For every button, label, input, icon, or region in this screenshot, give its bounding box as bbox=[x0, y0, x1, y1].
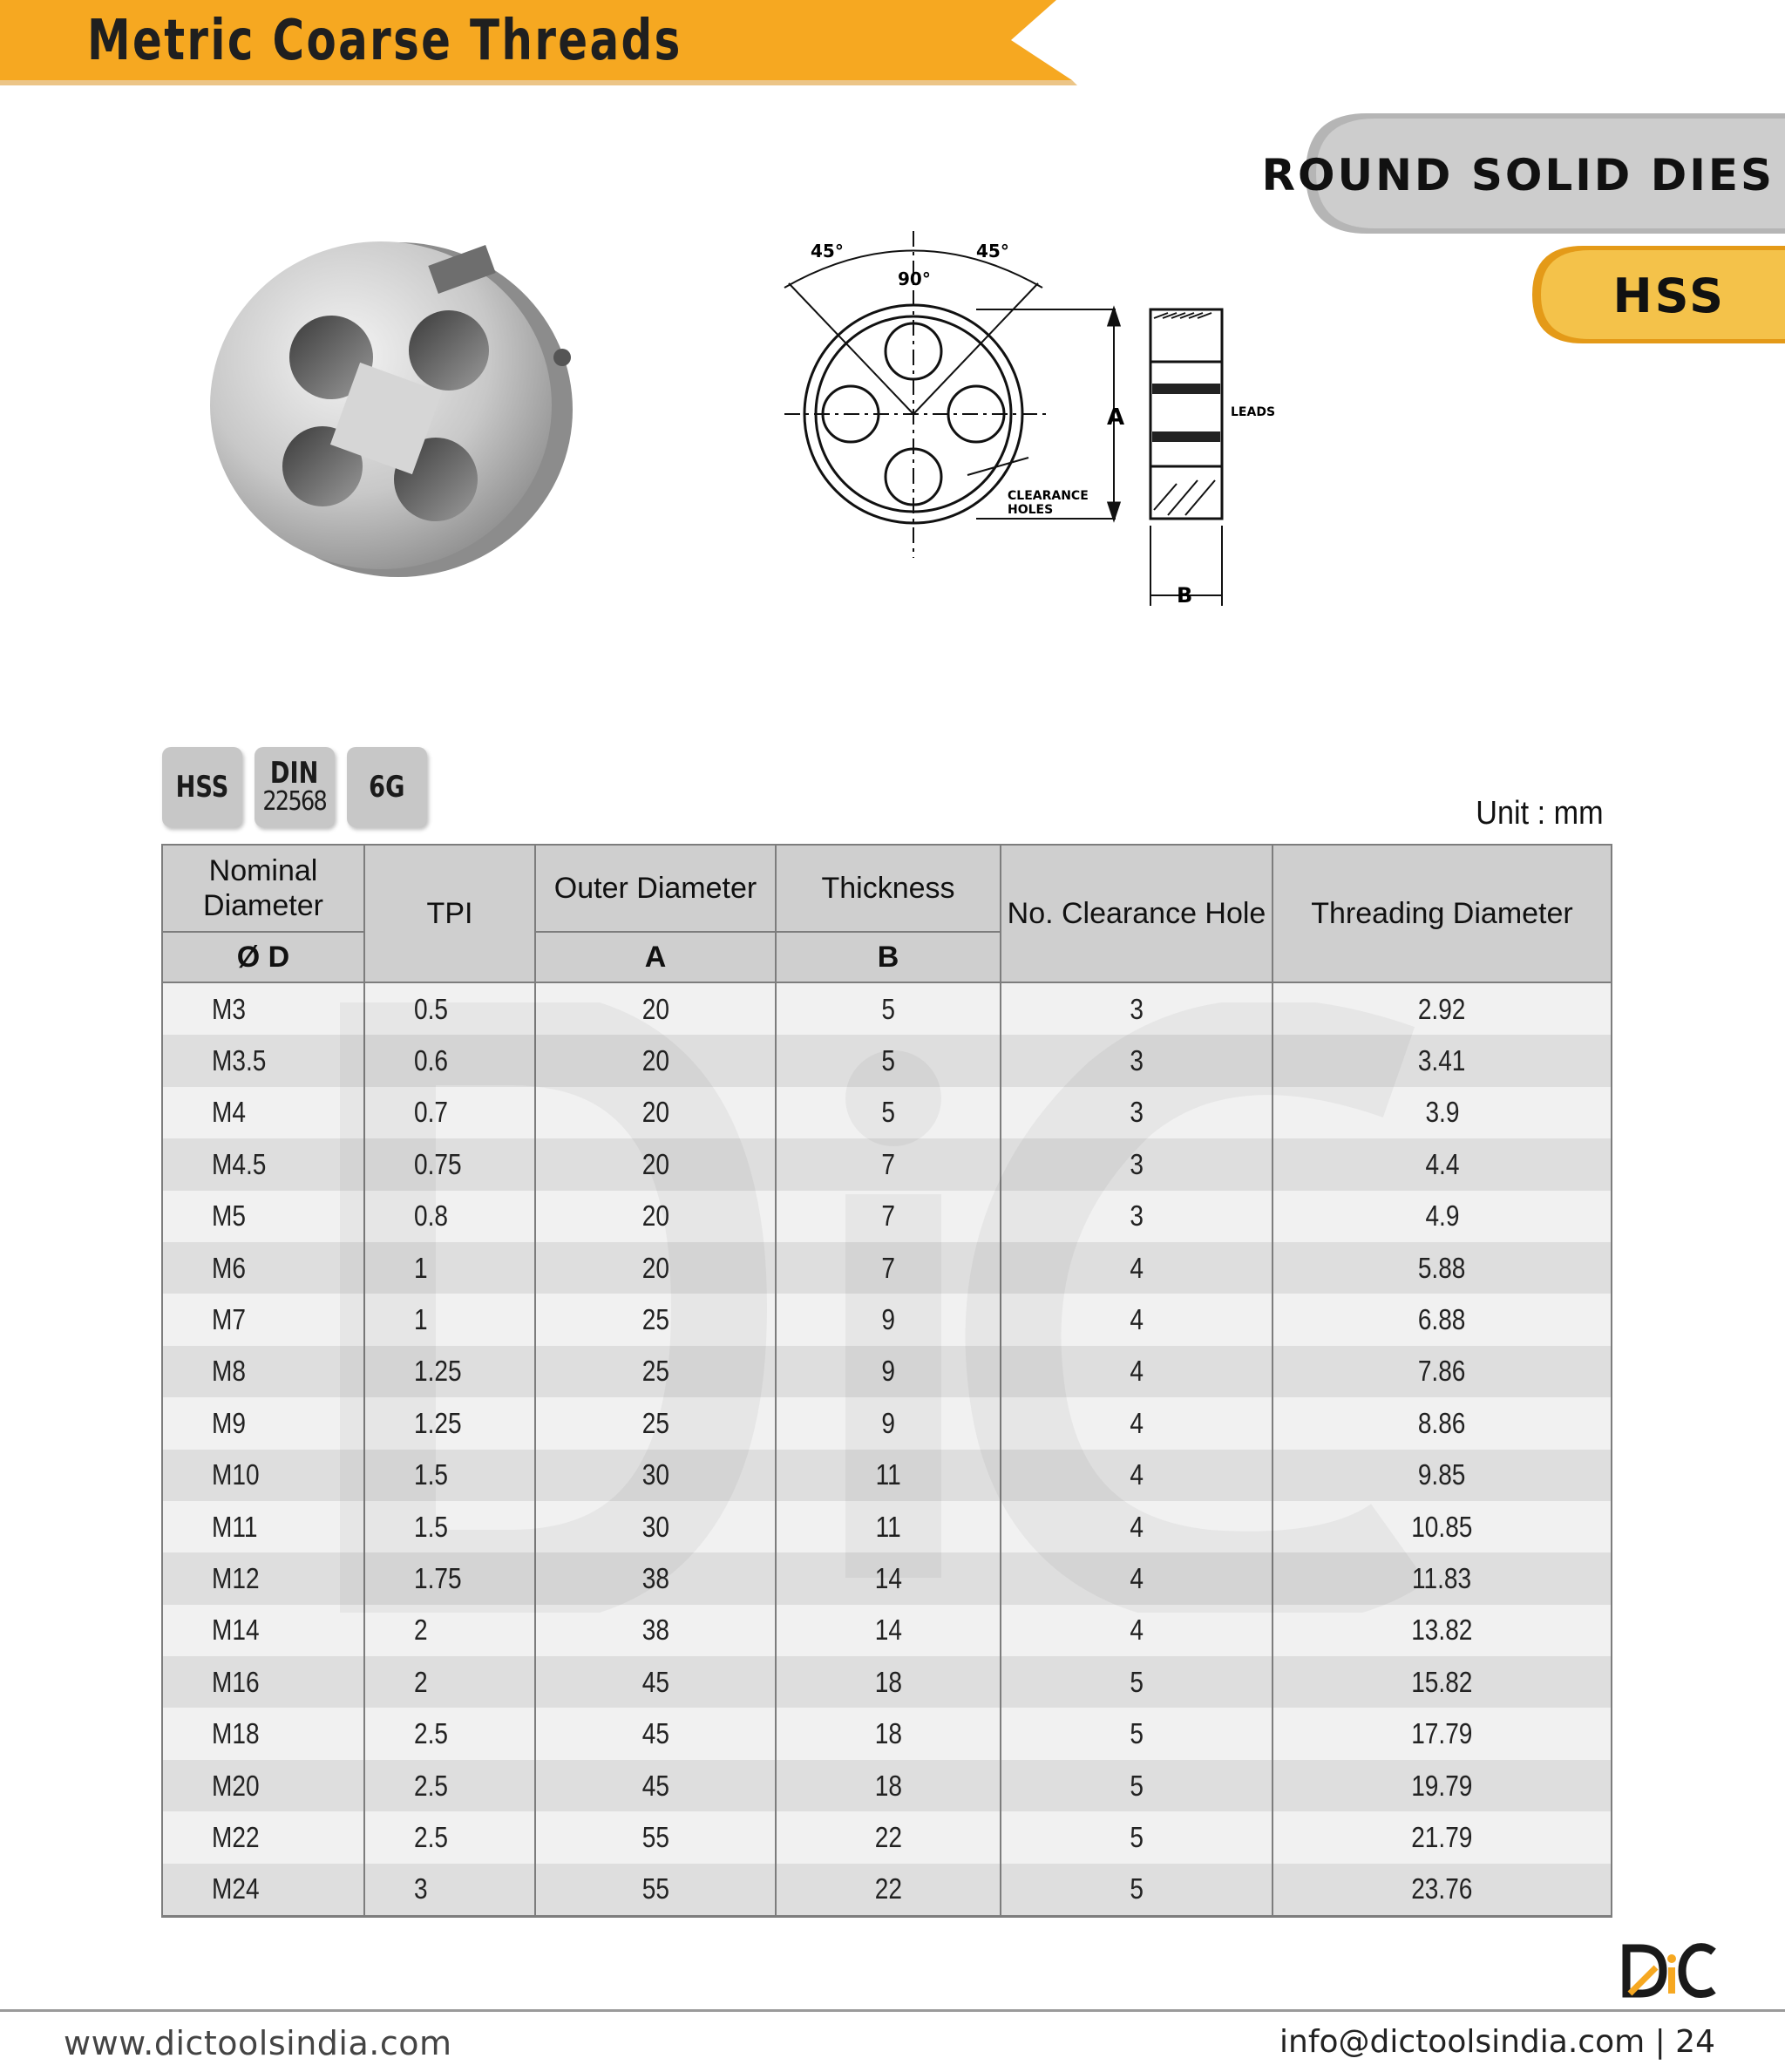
cell-tpi-value: 0.5 bbox=[414, 992, 448, 1025]
cell-threading-diameter-value: 15.82 bbox=[1411, 1665, 1473, 1698]
angle-left-label: 45° bbox=[811, 241, 844, 262]
cell-nominal-value: M4 bbox=[212, 1096, 246, 1129]
cell-nominal-value: M3.5 bbox=[212, 1044, 267, 1077]
cell-tpi-value: 2 bbox=[414, 1665, 428, 1698]
cell-nominal bbox=[162, 1501, 364, 1552]
cell-nominal bbox=[162, 1811, 364, 1863]
material-name: HSS bbox=[1612, 268, 1726, 323]
header-outer-symbol: A bbox=[535, 932, 776, 982]
cell-nominal bbox=[162, 1397, 364, 1449]
cell-nominal bbox=[162, 1294, 364, 1345]
badge-tolerance bbox=[347, 747, 427, 827]
cell-threading-diameter-value: 23.76 bbox=[1411, 1872, 1473, 1906]
cell-clearance-holes-value: 4 bbox=[1130, 1458, 1144, 1491]
cell-nominal bbox=[162, 1760, 364, 1811]
cell-outer-diameter bbox=[535, 1138, 776, 1190]
cell-tpi bbox=[364, 1656, 535, 1708]
cell-thickness-value: 5 bbox=[881, 1096, 895, 1129]
unit-label: Unit : mm bbox=[1476, 795, 1604, 832]
cell-threading-diameter bbox=[1273, 1346, 1612, 1397]
cell-outer-diameter-value: 30 bbox=[641, 1510, 669, 1543]
dimension-a-label: A bbox=[1107, 404, 1125, 431]
cell-outer-diameter bbox=[535, 1760, 776, 1811]
cell-clearance-holes bbox=[1001, 982, 1273, 1035]
cell-tpi bbox=[364, 1191, 535, 1242]
cell-clearance-holes bbox=[1001, 1191, 1273, 1242]
table-row bbox=[162, 1035, 1612, 1086]
cell-clearance-holes bbox=[1001, 1294, 1273, 1345]
cell-threading-diameter-value: 4.9 bbox=[1425, 1199, 1459, 1233]
cell-clearance-holes-value: 4 bbox=[1130, 1613, 1144, 1647]
cell-thickness bbox=[776, 982, 1001, 1035]
cell-threading-diameter-value: 21.79 bbox=[1411, 1820, 1473, 1853]
cell-threading-diameter bbox=[1273, 1605, 1612, 1656]
cell-threading-diameter-value: 17.79 bbox=[1411, 1717, 1473, 1750]
cell-outer-diameter-value: 25 bbox=[641, 1406, 669, 1439]
cell-thickness-value: 14 bbox=[874, 1561, 902, 1594]
cell-outer-diameter bbox=[535, 1605, 776, 1656]
cell-thickness-value: 22 bbox=[874, 1820, 902, 1853]
table-row bbox=[162, 1346, 1612, 1397]
cell-outer-diameter-value: 30 bbox=[641, 1458, 669, 1491]
cell-thickness bbox=[776, 1760, 1001, 1811]
table-row bbox=[162, 1811, 1612, 1863]
cell-thickness-value: 7 bbox=[881, 1199, 895, 1233]
cell-outer-diameter bbox=[535, 1708, 776, 1759]
cell-thickness bbox=[776, 1138, 1001, 1190]
cell-tpi-value: 2.5 bbox=[414, 1717, 448, 1750]
cell-nominal-value: M20 bbox=[212, 1769, 260, 1802]
cell-tpi bbox=[364, 1450, 535, 1501]
cell-thickness bbox=[776, 1087, 1001, 1138]
cell-thickness bbox=[776, 1346, 1001, 1397]
cell-clearance-holes bbox=[1001, 1346, 1273, 1397]
header-thickness: Thickness bbox=[776, 845, 1001, 932]
cell-clearance-holes bbox=[1001, 1811, 1273, 1863]
cell-clearance-holes-value: 4 bbox=[1130, 1561, 1144, 1594]
cell-tpi-value: 1.25 bbox=[414, 1355, 462, 1388]
cell-clearance-holes-value: 3 bbox=[1130, 992, 1144, 1025]
cell-nominal-value: M18 bbox=[212, 1717, 260, 1750]
cell-tpi bbox=[364, 1138, 535, 1190]
product-tab bbox=[1261, 113, 1785, 234]
cell-tpi-value: 1.5 bbox=[414, 1458, 448, 1491]
cell-clearance-holes-value: 3 bbox=[1130, 1147, 1144, 1180]
cell-tpi bbox=[364, 1087, 535, 1138]
cell-nominal-value: M11 bbox=[212, 1510, 258, 1543]
cell-nominal-value: M24 bbox=[212, 1872, 260, 1906]
cell-clearance-holes-value: 3 bbox=[1130, 1044, 1144, 1077]
cell-clearance-holes bbox=[1001, 1450, 1273, 1501]
cell-nominal-value: M12 bbox=[212, 1561, 260, 1594]
cell-nominal bbox=[162, 1864, 364, 1917]
cell-nominal-value: M22 bbox=[212, 1820, 260, 1853]
header-nominal-diameter: Nominal Diameter bbox=[162, 845, 364, 932]
cell-nominal bbox=[162, 1087, 364, 1138]
cell-outer-diameter bbox=[535, 1294, 776, 1345]
table-row bbox=[162, 1242, 1612, 1294]
cell-threading-diameter bbox=[1273, 1450, 1612, 1501]
cell-nominal bbox=[162, 1242, 364, 1294]
cell-tpi bbox=[364, 1346, 535, 1397]
cell-tpi bbox=[364, 1501, 535, 1552]
cell-outer-diameter-value: 45 bbox=[641, 1717, 669, 1750]
cell-thickness-value: 9 bbox=[881, 1303, 895, 1336]
cell-thickness bbox=[776, 1811, 1001, 1863]
cell-clearance-holes bbox=[1001, 1656, 1273, 1708]
header-outer-diameter: Outer Diameter bbox=[535, 845, 776, 932]
clearance-label-2: HOLES bbox=[1008, 503, 1054, 517]
cell-nominal bbox=[162, 1552, 364, 1604]
cell-clearance-holes bbox=[1001, 1242, 1273, 1294]
cell-thickness-value: 22 bbox=[874, 1872, 902, 1906]
cell-tpi-value: 1.75 bbox=[414, 1561, 462, 1594]
cell-thickness bbox=[776, 1397, 1001, 1449]
cell-clearance-holes-value: 4 bbox=[1130, 1251, 1144, 1284]
cell-outer-diameter-value: 20 bbox=[641, 992, 669, 1025]
cell-threading-diameter bbox=[1273, 1708, 1612, 1759]
cell-clearance-holes-value: 4 bbox=[1130, 1406, 1144, 1439]
table-row bbox=[162, 1501, 1612, 1552]
badge-tolerance-text: 6G bbox=[369, 770, 405, 805]
cell-tpi-value: 2.5 bbox=[414, 1769, 448, 1802]
angle-right-label: 45° bbox=[976, 241, 1009, 262]
badge-din bbox=[255, 747, 335, 827]
cell-threading-diameter bbox=[1273, 1035, 1612, 1086]
cell-nominal-value: M3 bbox=[212, 992, 246, 1025]
cell-threading-diameter bbox=[1273, 1760, 1612, 1811]
cell-threading-diameter-value: 19.79 bbox=[1411, 1769, 1473, 1802]
cell-nominal-value: M8 bbox=[212, 1355, 246, 1388]
cell-outer-diameter-value: 55 bbox=[641, 1872, 669, 1906]
cell-outer-diameter-value: 45 bbox=[641, 1769, 669, 1802]
cell-nominal-value: M10 bbox=[212, 1458, 260, 1491]
cell-threading-diameter-value: 5.88 bbox=[1418, 1251, 1466, 1284]
cell-thickness bbox=[776, 1656, 1001, 1708]
cell-outer-diameter bbox=[535, 1811, 776, 1863]
badge-hss bbox=[162, 747, 242, 827]
badge-din-title: DIN bbox=[270, 756, 319, 791]
cell-outer-diameter bbox=[535, 1191, 776, 1242]
cell-outer-diameter-value: 38 bbox=[641, 1561, 669, 1594]
table-row bbox=[162, 1450, 1612, 1501]
cell-threading-diameter bbox=[1273, 1191, 1612, 1242]
cell-outer-diameter bbox=[535, 982, 776, 1035]
cell-clearance-holes-value: 3 bbox=[1130, 1096, 1144, 1129]
table-row bbox=[162, 1760, 1612, 1811]
cell-nominal bbox=[162, 1138, 364, 1190]
cell-thickness-value: 18 bbox=[874, 1769, 902, 1802]
cell-tpi-value: 2.5 bbox=[414, 1820, 448, 1853]
cell-outer-diameter-value: 25 bbox=[641, 1303, 669, 1336]
cell-tpi-value: 0.75 bbox=[414, 1147, 462, 1180]
cell-tpi bbox=[364, 1552, 535, 1604]
cell-clearance-holes bbox=[1001, 1760, 1273, 1811]
cell-outer-diameter-value: 38 bbox=[641, 1613, 669, 1647]
cell-nominal-value: M7 bbox=[212, 1303, 246, 1336]
cell-tpi-value: 1.25 bbox=[414, 1406, 462, 1439]
cell-nominal-value: M6 bbox=[212, 1251, 246, 1284]
cell-threading-diameter bbox=[1273, 1656, 1612, 1708]
cell-threading-diameter bbox=[1273, 1294, 1612, 1345]
cell-clearance-holes bbox=[1001, 1035, 1273, 1086]
cell-outer-diameter bbox=[535, 1552, 776, 1604]
cell-thickness bbox=[776, 1552, 1001, 1604]
dimension-b-label: B bbox=[1177, 583, 1193, 608]
table-row bbox=[162, 1294, 1612, 1345]
spec-badges bbox=[162, 747, 427, 827]
cell-clearance-holes-value: 5 bbox=[1130, 1820, 1144, 1853]
page-title: Metric Coarse Threads bbox=[87, 9, 682, 73]
dic-logo bbox=[1621, 1940, 1717, 2001]
cell-clearance-holes bbox=[1001, 1708, 1273, 1759]
cell-thickness-value: 18 bbox=[874, 1665, 902, 1698]
cell-threading-diameter-value: 2.92 bbox=[1418, 992, 1466, 1025]
cell-thickness-value: 11 bbox=[875, 1458, 901, 1491]
cell-clearance-holes bbox=[1001, 1501, 1273, 1552]
cell-outer-diameter-value: 20 bbox=[641, 1199, 669, 1233]
header-tpi: TPI bbox=[364, 845, 535, 982]
clearance-label-1: CLEARANCE bbox=[1008, 489, 1089, 503]
cell-clearance-holes bbox=[1001, 1552, 1273, 1604]
cell-clearance-holes-value: 5 bbox=[1130, 1872, 1144, 1906]
cell-tpi-value: 2 bbox=[414, 1613, 428, 1647]
cell-nominal bbox=[162, 1191, 364, 1242]
table-row bbox=[162, 1397, 1612, 1449]
cell-thickness bbox=[776, 1501, 1001, 1552]
cell-tpi bbox=[364, 1811, 535, 1863]
cell-threading-diameter bbox=[1273, 1138, 1612, 1190]
table-row bbox=[162, 1605, 1612, 1656]
cell-outer-diameter bbox=[535, 1656, 776, 1708]
cell-thickness-value: 18 bbox=[874, 1717, 902, 1750]
cell-threading-diameter bbox=[1273, 1242, 1612, 1294]
cell-nominal bbox=[162, 982, 364, 1035]
cell-outer-diameter-value: 20 bbox=[641, 1147, 669, 1180]
cell-outer-diameter bbox=[535, 1501, 776, 1552]
cell-nominal bbox=[162, 1450, 364, 1501]
cell-outer-diameter bbox=[535, 1087, 776, 1138]
cell-threading-diameter bbox=[1273, 1087, 1612, 1138]
cell-threading-diameter-value: 8.86 bbox=[1418, 1406, 1466, 1439]
cell-threading-diameter-value: 6.88 bbox=[1418, 1303, 1466, 1336]
cell-tpi-value: 1 bbox=[414, 1251, 428, 1284]
cell-tpi-value: 1.5 bbox=[414, 1510, 448, 1543]
cell-clearance-holes-value: 5 bbox=[1130, 1665, 1144, 1698]
header-threading-diameter: Threading Diameter bbox=[1273, 845, 1612, 982]
cell-thickness-value: 14 bbox=[874, 1613, 902, 1647]
cell-thickness bbox=[776, 1708, 1001, 1759]
cell-clearance-holes-value: 4 bbox=[1130, 1510, 1144, 1543]
cell-threading-diameter bbox=[1273, 1397, 1612, 1449]
table-body bbox=[162, 982, 1612, 1917]
cell-thickness bbox=[776, 1450, 1001, 1501]
cell-outer-diameter-value: 55 bbox=[641, 1820, 669, 1853]
cell-outer-diameter bbox=[535, 1035, 776, 1086]
specification-table bbox=[161, 844, 1612, 1918]
table-row bbox=[162, 1864, 1612, 1917]
die-technical-drawing bbox=[767, 222, 1290, 615]
cell-clearance-holes bbox=[1001, 1605, 1273, 1656]
header-thickness-symbol: B bbox=[776, 932, 1001, 982]
badge-hss-text: HSS bbox=[175, 770, 229, 805]
cell-clearance-holes-value: 4 bbox=[1130, 1355, 1144, 1388]
cell-threading-diameter bbox=[1273, 1552, 1612, 1604]
cell-outer-diameter-value: 20 bbox=[641, 1096, 669, 1129]
cell-threading-diameter-value: 10.85 bbox=[1411, 1510, 1473, 1543]
cell-threading-diameter bbox=[1273, 1501, 1612, 1552]
footer-contact[interactable]: info@dictoolsindia.com | 24 bbox=[1279, 2024, 1715, 2060]
cell-clearance-holes bbox=[1001, 1864, 1273, 1917]
cell-thickness-value: 9 bbox=[881, 1355, 895, 1388]
cell-tpi bbox=[364, 1605, 535, 1656]
cell-clearance-holes-value: 3 bbox=[1130, 1199, 1144, 1233]
cell-thickness bbox=[776, 1191, 1001, 1242]
cell-nominal-value: M14 bbox=[212, 1613, 260, 1647]
cell-thickness bbox=[776, 1242, 1001, 1294]
cell-threading-diameter-value: 7.86 bbox=[1418, 1355, 1466, 1388]
cell-tpi-value: 1 bbox=[414, 1303, 428, 1336]
cell-nominal-value: M9 bbox=[212, 1406, 246, 1439]
cell-tpi bbox=[364, 1035, 535, 1086]
footer-divider bbox=[0, 2009, 1785, 2012]
cell-threading-diameter-value: 11.83 bbox=[1412, 1561, 1472, 1594]
cell-clearance-holes-value: 4 bbox=[1130, 1303, 1144, 1336]
cell-tpi bbox=[364, 1708, 535, 1759]
cell-nominal-value: M16 bbox=[212, 1665, 260, 1698]
cell-outer-diameter bbox=[535, 1242, 776, 1294]
table-row bbox=[162, 1087, 1612, 1138]
angle-top-label: 90° bbox=[898, 268, 931, 289]
cell-threading-diameter-value: 3.41 bbox=[1418, 1044, 1466, 1077]
cell-tpi-value: 3 bbox=[414, 1872, 428, 1906]
cell-clearance-holes bbox=[1001, 1138, 1273, 1190]
material-tab bbox=[1532, 246, 1785, 343]
title-banner bbox=[0, 0, 1098, 87]
cell-thickness bbox=[776, 1035, 1001, 1086]
cell-clearance-holes bbox=[1001, 1087, 1273, 1138]
cell-tpi-value: 0.6 bbox=[414, 1044, 448, 1077]
header-nominal-symbol: Ø D bbox=[162, 932, 364, 982]
cell-clearance-holes-value: 5 bbox=[1130, 1769, 1144, 1802]
cell-threading-diameter-value: 9.85 bbox=[1418, 1458, 1466, 1491]
cell-thickness-value: 7 bbox=[881, 1251, 895, 1284]
round-die-photo bbox=[196, 227, 580, 584]
table-row bbox=[162, 1191, 1612, 1242]
cell-outer-diameter bbox=[535, 1346, 776, 1397]
cell-threading-diameter bbox=[1273, 982, 1612, 1035]
cell-tpi bbox=[364, 982, 535, 1035]
table-row bbox=[162, 1656, 1612, 1708]
table-row bbox=[162, 1138, 1612, 1190]
cell-threading-diameter-value: 4.4 bbox=[1425, 1147, 1459, 1180]
cell-thickness-value: 5 bbox=[881, 992, 895, 1025]
cell-tpi bbox=[364, 1242, 535, 1294]
header-clearance-holes: No. Clearance Hole bbox=[1001, 845, 1273, 982]
table-row bbox=[162, 982, 1612, 1035]
table-row bbox=[162, 1552, 1612, 1604]
cell-outer-diameter bbox=[535, 1450, 776, 1501]
cell-thickness bbox=[776, 1605, 1001, 1656]
cell-thickness bbox=[776, 1294, 1001, 1345]
cell-thickness-value: 11 bbox=[875, 1510, 901, 1543]
cell-threading-diameter-value: 13.82 bbox=[1411, 1613, 1473, 1647]
cell-tpi-value: 0.8 bbox=[414, 1199, 448, 1233]
cell-nominal bbox=[162, 1708, 364, 1759]
cell-threading-diameter bbox=[1273, 1864, 1612, 1917]
cell-tpi bbox=[364, 1294, 535, 1345]
leads-label: LEADS bbox=[1231, 405, 1276, 419]
cell-tpi bbox=[364, 1864, 535, 1917]
cell-thickness-value: 9 bbox=[881, 1406, 895, 1439]
cell-tpi bbox=[364, 1760, 535, 1811]
cell-tpi-value: 0.7 bbox=[414, 1096, 448, 1129]
cell-outer-diameter-value: 20 bbox=[641, 1251, 669, 1284]
footer-website[interactable]: www.dictoolsindia.com bbox=[64, 2024, 452, 2062]
cell-nominal bbox=[162, 1346, 364, 1397]
cell-thickness-value: 7 bbox=[881, 1147, 895, 1180]
cell-nominal-value: M4.5 bbox=[212, 1147, 267, 1180]
cell-outer-diameter-value: 45 bbox=[641, 1665, 669, 1698]
cell-threading-diameter bbox=[1273, 1811, 1612, 1863]
cell-threading-diameter-value: 3.9 bbox=[1425, 1096, 1459, 1129]
cell-nominal bbox=[162, 1656, 364, 1708]
product-name: ROUND SOLID DIES bbox=[1261, 150, 1775, 200]
table-row bbox=[162, 1708, 1612, 1759]
cell-thickness bbox=[776, 1864, 1001, 1917]
cell-thickness-value: 5 bbox=[881, 1044, 895, 1077]
cell-outer-diameter bbox=[535, 1397, 776, 1449]
cell-outer-diameter-value: 25 bbox=[641, 1355, 669, 1388]
cell-clearance-holes-value: 5 bbox=[1130, 1717, 1144, 1750]
cell-outer-diameter bbox=[535, 1864, 776, 1917]
badge-din-number: 22568 bbox=[262, 786, 327, 817]
cell-nominal bbox=[162, 1605, 364, 1656]
cell-nominal-value: M5 bbox=[212, 1199, 246, 1233]
cell-clearance-holes bbox=[1001, 1397, 1273, 1449]
cell-tpi bbox=[364, 1397, 535, 1449]
cell-nominal bbox=[162, 1035, 364, 1086]
cell-outer-diameter-value: 20 bbox=[641, 1044, 669, 1077]
